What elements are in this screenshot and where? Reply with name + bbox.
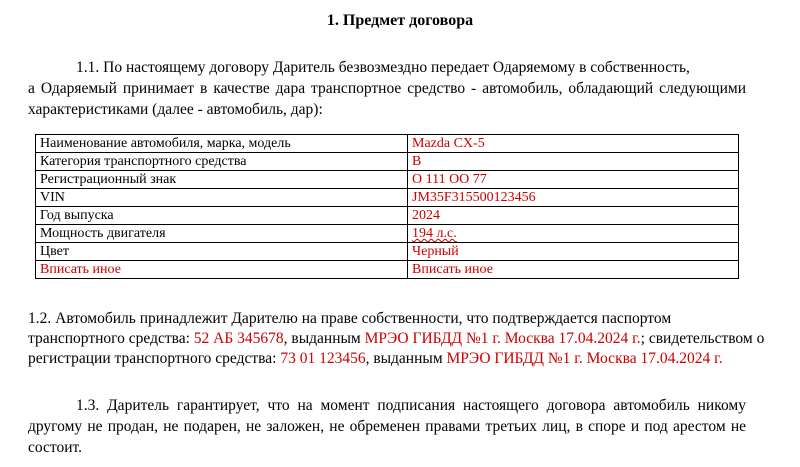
paragraph-1-3	[28, 395, 746, 458]
table-row	[36, 225, 739, 243]
pts-issuer[interactable]: МРЭО ГИБДД №1 г. Москва 17.04.2024 г.	[364, 330, 641, 347]
paragraph-1-3-text: 1.3. Даритель гарантирует, что на момент подписания настоящего договора автомобиль никому другому не продан, не подарен, не заложен, не обременен правами третьих лиц, в споре и под арестом не состоит.	[28, 397, 746, 456]
paragraph-1-1-rest: а Одаряемый принимает в качестве дара транспортное средство - автомобиль, обладающий следующими характеристиками (далее - автомобиль, дар):	[28, 80, 746, 118]
sts-issuer[interactable]: МРЭО ГИБДД №1 г. Москва 17.04.2024 г.	[446, 350, 723, 367]
paragraph-1-2	[28, 309, 768, 369]
table-row	[36, 135, 739, 153]
table-value-cell[interactable]: JM35F315500123456	[408, 189, 739, 207]
section-title: 1. Предмет договора	[326, 12, 474, 29]
table-value-cell[interactable]: О 111 ОО 77	[408, 171, 739, 189]
engine-power-value: 194 л.с.	[412, 226, 457, 241]
paragraph-1-2-text: 1.2. Автомобиль принадлежит Дарителю на праве собственности, что подтверждается паспортом транспортного средства:	[28, 310, 672, 347]
vehicle-characteristics-table	[35, 134, 739, 279]
table-key-cell: Регистрационный знак	[36, 171, 408, 189]
table-key-cell: Наименование автомобиля, марка, модель	[36, 135, 408, 153]
paragraph-1-1-line1: 1.1. По настоящему договору Даритель безвозмездно передает Одаряемому в собственность,	[76, 59, 690, 76]
table-row	[36, 153, 739, 171]
table-row	[36, 207, 739, 225]
pts-number[interactable]: 52 АБ 345678	[193, 330, 284, 347]
table-key-cell: Цвет	[36, 243, 408, 261]
paragraph-1-2-text: ; свидетельством о регистрации транспортного средства:	[28, 330, 765, 367]
table-key-cell: Год выпуска	[36, 207, 408, 225]
table-row	[36, 171, 739, 189]
sts-number[interactable]: 73 01 123456	[280, 350, 366, 367]
paragraph-1-2-text: , выданным	[365, 350, 447, 367]
table-value-cell[interactable]	[408, 225, 739, 243]
table-key-cell: Мощность двигателя	[36, 225, 408, 243]
table-value-cell[interactable]: 2024	[408, 207, 739, 225]
paragraph-1-1	[28, 57, 746, 120]
table-row	[36, 243, 739, 261]
paragraph-1-2-text: , выданным	[283, 330, 365, 347]
table-value-cell[interactable]: Вписать иное	[408, 261, 739, 279]
table-value-cell[interactable]: Черный	[408, 243, 739, 261]
table-key-cell[interactable]: Вписать иное	[36, 261, 408, 279]
table-key-cell: VIN	[36, 189, 408, 207]
table-row	[36, 261, 739, 279]
table-key-cell: Категория транспортного средства	[36, 153, 408, 171]
table-value-cell[interactable]: Mazda CX-5	[408, 135, 739, 153]
table-row	[36, 189, 739, 207]
table-value-cell[interactable]: B	[408, 153, 739, 171]
